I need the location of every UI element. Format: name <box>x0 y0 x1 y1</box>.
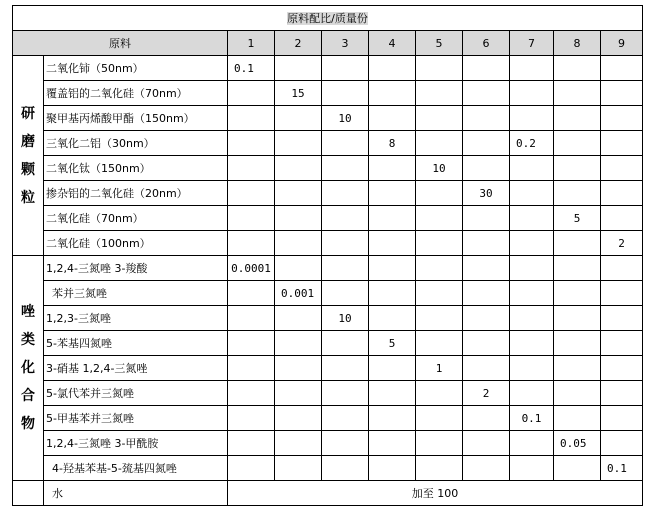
value-cell <box>510 206 554 231</box>
value-cell <box>322 131 369 156</box>
value-cell <box>601 181 643 206</box>
value-cell <box>463 331 510 356</box>
material-name: 1,2,4-三氮唑 3-羧酸 <box>44 256 228 281</box>
value-cell <box>322 256 369 281</box>
value-cell <box>275 206 322 231</box>
value-cell <box>601 306 643 331</box>
value-cell <box>554 231 601 256</box>
value-cell <box>463 431 510 456</box>
value-cell <box>228 356 275 381</box>
group-label-cell <box>13 256 44 481</box>
table-row <box>13 331 643 356</box>
value-cell <box>601 206 643 231</box>
value-cell <box>275 456 322 481</box>
value-cell <box>463 456 510 481</box>
value-cell <box>510 381 554 406</box>
value-cell <box>275 381 322 406</box>
table-row <box>13 206 643 231</box>
value-cell <box>510 306 554 331</box>
value-cell <box>228 231 275 256</box>
value-cell <box>463 231 510 256</box>
table-title <box>13 6 643 31</box>
value-cell <box>275 331 322 356</box>
value-cell <box>275 431 322 456</box>
water-name: 水 <box>44 481 228 506</box>
water-value: 加至 100 <box>228 481 643 506</box>
value-cell <box>463 356 510 381</box>
table-row <box>13 56 643 81</box>
value-cell <box>228 181 275 206</box>
material-name: 二氧化钛（150nm） <box>44 156 228 181</box>
table-row <box>13 456 643 481</box>
value-cell <box>510 81 554 106</box>
value-cell <box>463 256 510 281</box>
value-cell <box>554 131 601 156</box>
material-name: 3-硝基 1,2,4-三氮唑 <box>44 356 228 381</box>
value-cell <box>416 81 463 106</box>
value-cell <box>601 256 643 281</box>
value-cell <box>228 381 275 406</box>
column-header-9: 9 <box>601 31 643 56</box>
material-name: 二氧化铈（50nm） <box>44 56 228 81</box>
value-cell: 10 <box>416 156 463 181</box>
group-label-cell <box>13 56 44 256</box>
table-row <box>13 381 643 406</box>
value-cell <box>275 256 322 281</box>
material-name: 聚甲基丙烯酸甲酯（150nm） <box>44 106 228 131</box>
water-group-cell <box>13 481 44 506</box>
table-row <box>13 431 643 456</box>
value-cell <box>463 156 510 181</box>
value-cell: 30 <box>463 181 510 206</box>
value-cell <box>228 306 275 331</box>
value-cell <box>510 106 554 131</box>
table-row <box>13 231 643 256</box>
column-header-4: 4 <box>369 31 416 56</box>
material-name: 1,2,3-三氮唑 <box>44 306 228 331</box>
formulation-table <box>12 5 643 506</box>
value-cell <box>601 406 643 431</box>
value-cell <box>369 106 416 131</box>
value-cell <box>510 156 554 181</box>
value-cell <box>228 81 275 106</box>
value-cell <box>554 181 601 206</box>
table-title-text: 原料配比/质量份 <box>287 12 368 25</box>
value-cell <box>369 181 416 206</box>
value-cell <box>228 456 275 481</box>
value-cell <box>322 181 369 206</box>
value-cell <box>463 206 510 231</box>
value-cell <box>554 156 601 181</box>
material-name: 5-苯基四氮唑 <box>44 331 228 356</box>
value-cell <box>601 356 643 381</box>
value-cell <box>416 181 463 206</box>
value-cell: 5 <box>554 206 601 231</box>
value-cell: 0.2 <box>510 131 554 156</box>
value-cell <box>601 131 643 156</box>
value-cell <box>369 356 416 381</box>
value-cell <box>554 106 601 131</box>
column-header-6: 6 <box>463 31 510 56</box>
table-body <box>13 56 643 506</box>
value-cell: 2 <box>463 381 510 406</box>
value-cell <box>510 256 554 281</box>
table-row <box>13 306 643 331</box>
value-cell <box>322 56 369 81</box>
value-cell <box>601 281 643 306</box>
value-cell <box>463 106 510 131</box>
column-header-3: 3 <box>322 31 369 56</box>
value-cell <box>601 56 643 81</box>
material-name: 二氧化硅（100nm） <box>44 231 228 256</box>
value-cell <box>463 306 510 331</box>
value-cell <box>463 81 510 106</box>
table-row <box>13 106 643 131</box>
value-cell <box>369 256 416 281</box>
value-cell <box>322 281 369 306</box>
value-cell <box>601 81 643 106</box>
value-cell <box>228 281 275 306</box>
value-cell: 0.1 <box>510 406 554 431</box>
value-cell <box>369 431 416 456</box>
value-cell: 2 <box>601 231 643 256</box>
value-cell <box>275 356 322 381</box>
table-row <box>13 281 643 306</box>
column-header-7: 7 <box>510 31 554 56</box>
table-row <box>13 131 643 156</box>
column-header-8: 8 <box>554 31 601 56</box>
value-cell <box>554 331 601 356</box>
material-name: 1,2,4-三氮唑 3-甲酰胺 <box>44 431 228 456</box>
value-cell <box>322 81 369 106</box>
value-cell: 10 <box>322 306 369 331</box>
value-cell <box>369 281 416 306</box>
table-row <box>13 256 643 281</box>
value-cell <box>322 331 369 356</box>
value-cell: 8 <box>369 131 416 156</box>
value-cell <box>369 56 416 81</box>
water-row <box>13 481 643 506</box>
value-cell <box>275 406 322 431</box>
value-cell <box>275 156 322 181</box>
value-cell <box>601 106 643 131</box>
value-cell <box>275 181 322 206</box>
value-cell <box>275 231 322 256</box>
material-name: 覆盖铝的二氧化硅（70nm） <box>44 81 228 106</box>
value-cell <box>510 181 554 206</box>
value-cell <box>416 381 463 406</box>
value-cell <box>601 431 643 456</box>
value-cell <box>322 356 369 381</box>
material-name: 5-甲基苯并三氮唑 <box>44 406 228 431</box>
value-cell <box>275 106 322 131</box>
value-cell <box>228 131 275 156</box>
value-cell: 0.0001 <box>228 256 275 281</box>
table-row <box>13 406 643 431</box>
value-cell <box>510 456 554 481</box>
value-cell <box>416 456 463 481</box>
title-row <box>13 6 643 31</box>
group-label: 唑类化合物 <box>21 304 35 432</box>
material-name: 二氧化硅（70nm） <box>44 206 228 231</box>
material-name: 苯并三氮唑 <box>44 281 228 306</box>
value-cell <box>416 206 463 231</box>
value-cell <box>463 406 510 431</box>
value-cell: 0.1 <box>601 456 643 481</box>
value-cell <box>601 156 643 181</box>
value-cell <box>510 356 554 381</box>
value-cell <box>463 56 510 81</box>
value-cell <box>416 131 463 156</box>
value-cell <box>416 431 463 456</box>
table-row <box>13 81 643 106</box>
value-cell <box>275 131 322 156</box>
value-cell: 0.05 <box>554 431 601 456</box>
value-cell <box>510 331 554 356</box>
value-cell <box>554 381 601 406</box>
material-name: 三氧化二铝（30nm） <box>44 131 228 156</box>
table-row <box>13 156 643 181</box>
value-cell <box>510 281 554 306</box>
value-cell <box>369 81 416 106</box>
value-cell <box>416 106 463 131</box>
value-cell <box>510 431 554 456</box>
value-cell <box>510 231 554 256</box>
value-cell <box>322 381 369 406</box>
value-cell <box>510 56 554 81</box>
value-cell: 15 <box>275 81 322 106</box>
value-cell: 10 <box>322 106 369 131</box>
value-cell <box>463 281 510 306</box>
value-cell <box>554 81 601 106</box>
value-cell <box>228 106 275 131</box>
value-cell: 0.001 <box>275 281 322 306</box>
value-cell <box>416 406 463 431</box>
value-cell <box>416 281 463 306</box>
value-cell: 1 <box>416 356 463 381</box>
value-cell <box>601 381 643 406</box>
value-cell <box>228 406 275 431</box>
value-cell <box>228 431 275 456</box>
value-cell <box>275 56 322 81</box>
column-header-1: 1 <box>228 31 275 56</box>
value-cell <box>554 256 601 281</box>
value-cell <box>416 331 463 356</box>
table-row <box>13 356 643 381</box>
value-cell <box>228 156 275 181</box>
value-cell <box>228 331 275 356</box>
material-name: 4-羟基苯基-5-巯基四氮唑 <box>44 456 228 481</box>
value-cell <box>554 56 601 81</box>
value-cell: 0.1 <box>228 56 275 81</box>
value-cell <box>554 281 601 306</box>
value-cell <box>369 231 416 256</box>
value-cell <box>322 431 369 456</box>
value-cell <box>554 406 601 431</box>
value-cell <box>416 231 463 256</box>
header-row <box>13 31 643 56</box>
material-name: 5-氯代苯并三氮唑 <box>44 381 228 406</box>
value-cell <box>322 156 369 181</box>
value-cell <box>275 306 322 331</box>
value-cell <box>554 456 601 481</box>
value-cell <box>416 56 463 81</box>
value-cell <box>369 156 416 181</box>
value-cell <box>601 331 643 356</box>
value-cell <box>369 456 416 481</box>
value-cell <box>463 131 510 156</box>
value-cell <box>369 381 416 406</box>
value-cell <box>369 406 416 431</box>
value-cell <box>228 206 275 231</box>
value-cell <box>416 306 463 331</box>
value-cell: 5 <box>369 331 416 356</box>
material-header: 原料 <box>13 31 228 56</box>
value-cell <box>369 206 416 231</box>
value-cell <box>322 231 369 256</box>
group-label: 研磨颗粒 <box>21 105 35 206</box>
value-cell <box>322 206 369 231</box>
value-cell <box>369 306 416 331</box>
value-cell <box>416 256 463 281</box>
value-cell <box>554 356 601 381</box>
table-row <box>13 181 643 206</box>
column-header-5: 5 <box>416 31 463 56</box>
value-cell <box>322 406 369 431</box>
material-name: 掺杂铝的二氧化硅（20nm） <box>44 181 228 206</box>
value-cell <box>322 456 369 481</box>
column-header-2: 2 <box>275 31 322 56</box>
value-cell <box>554 306 601 331</box>
